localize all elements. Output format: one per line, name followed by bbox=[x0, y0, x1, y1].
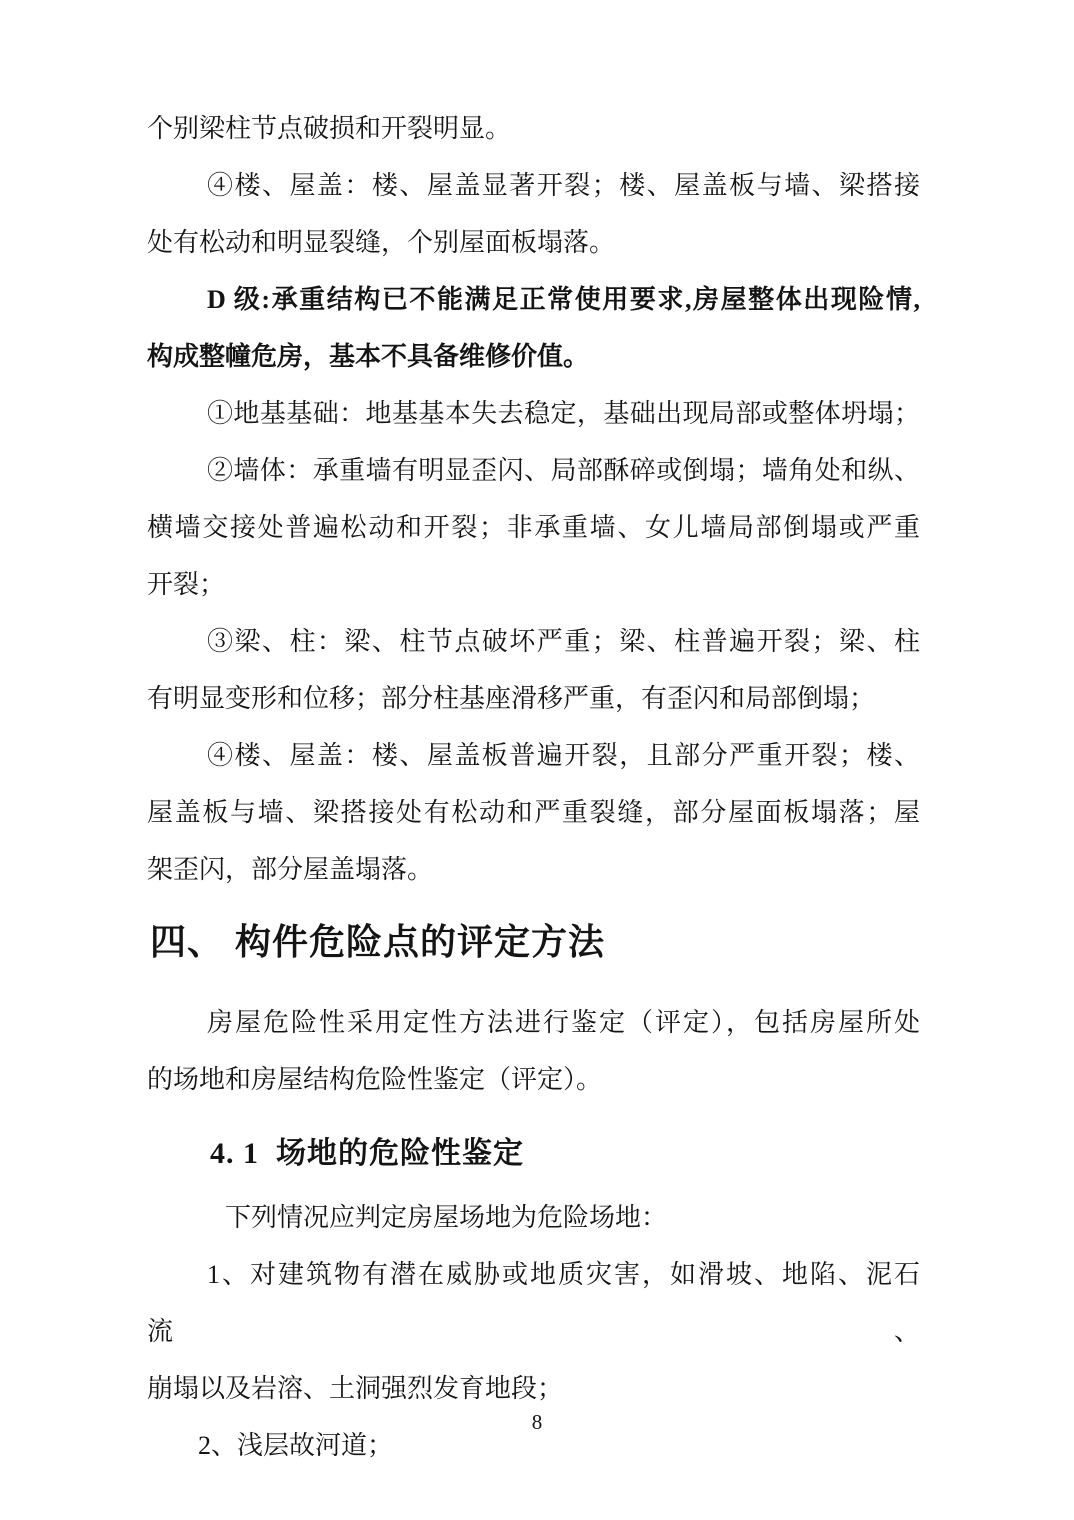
body-line: 下列情况应判定房屋场地为危险场地： bbox=[225, 1203, 668, 1232]
body-line: ①地基基础：地基基本失去稳定，基础出现局部或整体坍塌； bbox=[207, 399, 920, 428]
section-heading: 四、 构件危险点的评定方法 bbox=[150, 921, 606, 962]
body-line: 房屋危险性采用定性方法进行鉴定（评定），包括房屋所处 bbox=[207, 1008, 920, 1037]
body-line: 开裂； bbox=[147, 570, 226, 599]
subsection-heading: 4. 1 场地的危险性鉴定 bbox=[210, 1137, 524, 1170]
body-line: ③梁、柱：梁、柱节点破坏严重；梁、柱普遍开裂；梁、柱 bbox=[207, 627, 920, 656]
body-line: 有明显变形和位移；部分柱基座滑移严重，有歪闪和局部倒塌； bbox=[147, 684, 876, 713]
body-line-bold: D 级:承重结构已不能满足正常使用要求,房屋整体出现险情, bbox=[207, 285, 920, 314]
body-line: 个别梁柱节点破损和开裂明显。 bbox=[147, 114, 512, 143]
body-line: 崩塌以及岩溶、土洞强烈发育地段； bbox=[147, 1374, 564, 1403]
body-line: 1、对建筑物有潜在威胁或地质灾害，如滑坡、地陷、泥石流、 bbox=[147, 1260, 920, 1346]
body-line: ④楼、屋盖：楼、屋盖显著开裂；楼、屋盖板与墙、梁搭接 bbox=[207, 171, 920, 200]
body-line: 屋盖板与墙、梁搭接处有松动和严重裂缝，部分屋面板塌落；屋 bbox=[147, 798, 920, 827]
body-line: 架歪闪，部分屋盖塌落。 bbox=[147, 855, 434, 884]
body-line: ④楼、屋盖：楼、屋盖板普遍开裂，且部分严重开裂；楼、 bbox=[207, 741, 920, 770]
body-line: ②墙体：承重墙有明显歪闪、局部酥碎或倒塌；墙角处和纵、 bbox=[207, 456, 920, 485]
body-line: 的场地和房屋结构危险性鉴定（评定）。 bbox=[147, 1065, 603, 1094]
body-line: 处有松动和明显裂缝，个别屋面板塌落。 bbox=[147, 228, 616, 257]
body-line: 2、浅层故河道； bbox=[198, 1431, 394, 1460]
page-number: 8 bbox=[531, 1410, 543, 1434]
body-line: 横墙交接处普遍松动和开裂；非承重墙、女儿墙局部倒塌或严重 bbox=[147, 513, 920, 542]
document-body bbox=[147, 100, 920, 1474]
body-line-bold: 构成整幢危房，基本不具备维修价值。 bbox=[147, 342, 590, 371]
